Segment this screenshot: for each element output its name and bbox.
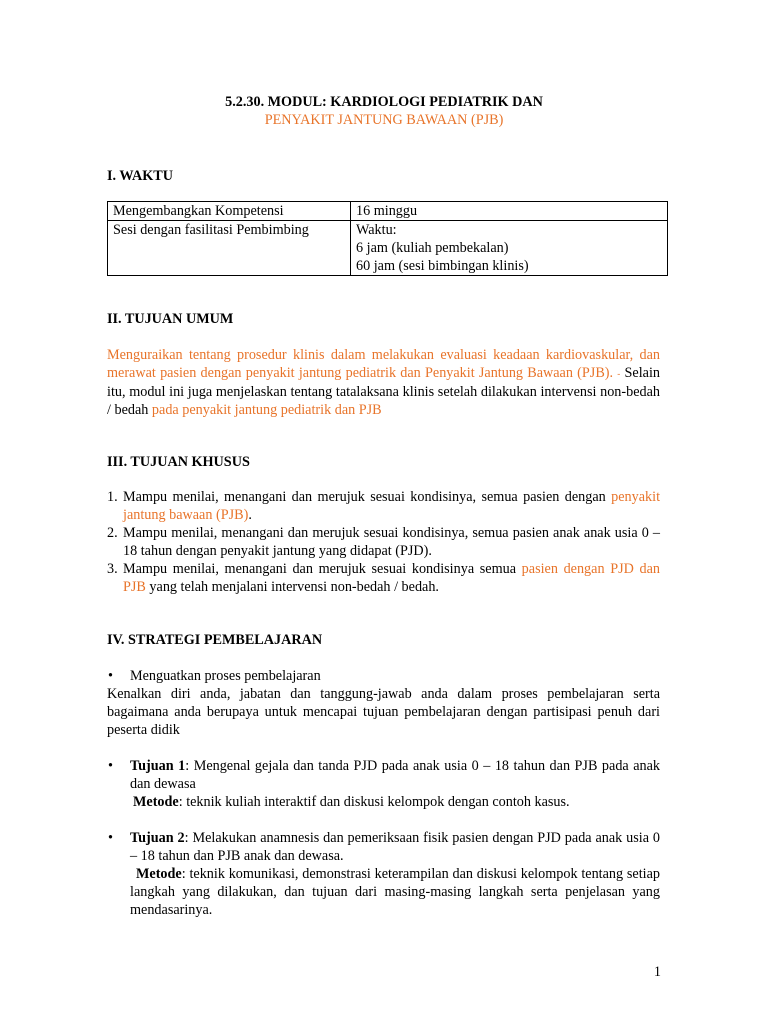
list-item-orange-text: penyakit jantung bawaan (PJB) xyxy=(123,489,661,523)
tujuan-1-block xyxy=(107,757,660,811)
goal-metode xyxy=(107,865,660,919)
list-item xyxy=(107,488,660,524)
table-cell-line: Waktu: xyxy=(356,222,397,238)
tujuan-khusus-list xyxy=(107,488,660,596)
page-number: 1 xyxy=(653,964,661,980)
list-item-text: Mampu menilai, menangani dan merujuk sesuai kondisinya semua xyxy=(123,561,517,577)
edit-marker: - xyxy=(617,368,621,379)
list-item-number: 3. xyxy=(107,561,118,577)
goal-metode xyxy=(107,793,660,811)
goal-label: Tujuan 1 xyxy=(130,758,186,774)
list-item-number: 1. xyxy=(107,489,118,505)
tujuan-2-block xyxy=(107,829,660,919)
list-item xyxy=(107,667,660,685)
tujuan-umum-orange-tail: pada penyakit jantung pediatrik dan PJB xyxy=(151,401,382,418)
bullet-text: Menguatkan proses pembelajaran xyxy=(130,668,321,684)
bullet-icon: • xyxy=(108,830,113,846)
waktu-table xyxy=(107,201,668,276)
table-cell-value xyxy=(351,202,668,221)
list-item xyxy=(107,829,660,865)
list-item-after: . xyxy=(248,507,252,523)
list-item xyxy=(107,524,660,560)
table-cell-line: 60 jam (sesi bimbingan klinis) xyxy=(356,258,529,274)
bullet-icon: • xyxy=(108,668,113,684)
list-item-text: Mampu menilai, menangani dan merujuk sesuai kondisinya, semua pasien anak anak usia 0 – 18 tahun dengan penyakit jantung yang didapat (PJD). xyxy=(123,525,660,559)
list-item-text: Mampu menilai, menangani dan merujuk sesuai kondisinya, semua pasien dengan xyxy=(123,489,606,505)
metode-text: : teknik kuliah interaktif dan diskusi kelompok dengan contoh kasus. xyxy=(178,794,570,810)
list-item-after: yang telah menjalani intervensi non-bedah / bedah. xyxy=(145,579,439,595)
list-item-number: 2. xyxy=(107,525,118,541)
metode-label: Metode xyxy=(133,794,179,810)
section-heading-waktu: I. WAKTU xyxy=(107,168,173,184)
goal-text: : Mengenal gejala dan tanda PJD pada anak usia 0 – 18 tahun dan PJB pada anak dan dewasa xyxy=(130,758,660,792)
bullet-icon: • xyxy=(108,758,113,774)
tujuan-umum-black-text: Selain itu, modul ini juga menjelaskan tentang tatalaksana klinis setelah dilakukan intervensi non-bedah / bedah xyxy=(107,365,660,418)
module-subtitle: PENYAKIT JANTUNG BAWAAN (PJB) xyxy=(264,112,504,128)
metode-text: : teknik komunikasi, demonstrasi keterampilan dan diskusi kelompok tentang setiap langkah yang dilakukan, dan tujuan dari masing-masing langkah serta penjelasan yang mendasarinya. xyxy=(130,866,660,918)
list-item xyxy=(107,757,660,793)
table-row xyxy=(108,202,668,221)
strategi-bullet-1 xyxy=(107,667,660,685)
module-title: 5.2.30. MODUL: KARDIOLOGI PEDIATRIK DAN xyxy=(225,94,543,110)
section-heading-strategi: IV. STRATEGI PEMBELAJARAN xyxy=(107,632,323,648)
metode-label: Metode xyxy=(136,866,182,882)
table-cell-label: Mengembangkan Kompetensi xyxy=(108,202,351,221)
list-item-orange-text: pasien dengan PJD dan PJB xyxy=(123,561,660,595)
section-heading-tujuan-umum: II. TUJUAN UMUM xyxy=(107,311,234,327)
table-cell-label: Sesi dengan fasilitasi Pembimbing xyxy=(108,221,351,276)
goal-text: : Melakukan anamnesis dan pemeriksaan fisik pasien dengan PJD pada anak usia 0 – 18 tahun dan PJB anak dan dewasa. xyxy=(130,830,660,864)
table-row xyxy=(108,221,668,276)
table-cell-value xyxy=(351,221,668,276)
list-item xyxy=(107,560,660,596)
table-cell-line: 16 minggu xyxy=(356,203,418,219)
tujuan-umum-paragraph xyxy=(107,346,660,419)
tujuan-umum-orange-text: Menguraikan tentang prosedur klinis dalam melakukan evaluasi keadaan kardiovaskular, dan merawat pasien dengan penyakit jantung pediatrik dan Penyakit Jantung Bawaan (PJB). xyxy=(107,347,660,381)
strategi-intro-paragraph: Kenalkan diri anda, jabatan dan tanggung-jawab anda dalam proses pembelajaran serta bagaimana anda berupaya untuk mencapai tujuan pembelajaran dengan partisipasi penuh dari peserta didik xyxy=(107,686,660,738)
goal-label: Tujuan 2 xyxy=(130,830,185,846)
section-heading-tujuan-khusus: III. TUJUAN KHUSUS xyxy=(107,454,250,470)
table-cell-line: 6 jam (kuliah pembekalan) xyxy=(356,240,509,256)
